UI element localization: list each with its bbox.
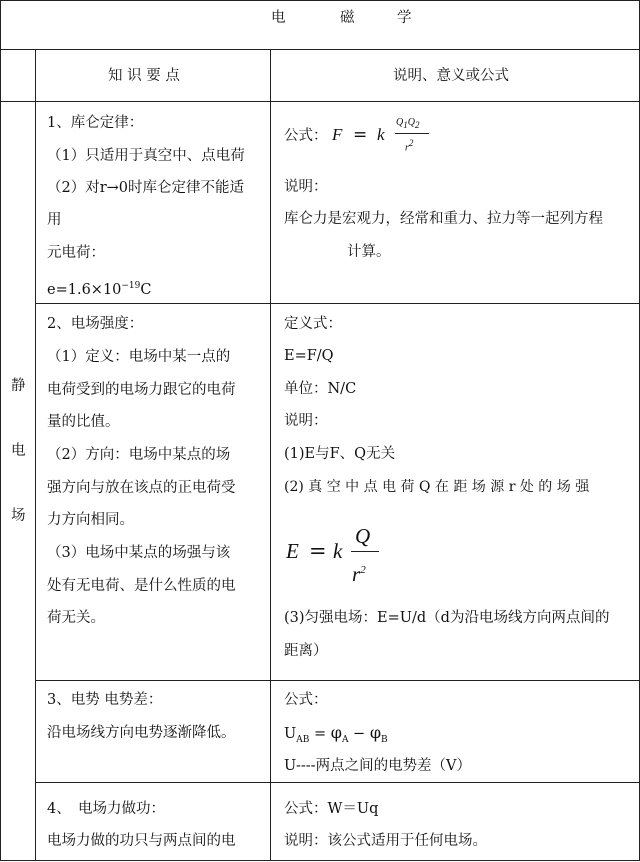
text-line: 电场力做的功只与两点间的电: [47, 833, 236, 849]
table-border-left: [0, 0, 1, 861]
text-line: (3)匀强电场：E=U/d（d为沿电场线方向两点间的: [284, 610, 610, 626]
text-line: 强方向与放在该点的正电荷受: [47, 480, 236, 496]
text-line: （1）定义：电场中某一点的: [47, 349, 231, 365]
table-rule: [35, 680, 640, 681]
text-line: 元电荷：: [47, 245, 105, 261]
section-heading: 1、库仑定律：: [47, 115, 144, 131]
text-line: （2）方向：电场中某点的场: [47, 447, 231, 463]
title-char: 磁: [340, 10, 355, 26]
formula-symbol: k: [377, 125, 385, 144]
table-border-top: [0, 0, 640, 1]
text-line: 说明：: [284, 179, 328, 195]
table-rule: [0, 101, 640, 102]
text-line: 荷无关。: [47, 610, 105, 626]
formula-symbol: F: [332, 125, 343, 144]
formula-label: 公式：: [284, 692, 328, 708]
header-col1: 知 识 要 点: [108, 68, 180, 84]
table-rule: [35, 782, 640, 783]
text-line: 计算。: [347, 244, 391, 260]
table-col-rule: [35, 49, 36, 861]
side-label-char: 场: [11, 508, 26, 524]
text-line: 力方向相同。: [47, 512, 134, 528]
text-line: 定义式：: [284, 316, 342, 332]
text-line: 说明：: [284, 413, 328, 429]
text-line: 处有无电荷、是什么性质的电: [47, 578, 236, 594]
formula-symbol: E: [286, 539, 299, 563]
fraction-bar: [395, 133, 429, 134]
text-line: (1)E与F、Q无关: [284, 446, 396, 462]
header-col2: 说明、意义或公式: [393, 68, 509, 84]
formula-denominator: $r^2$: [352, 562, 366, 586]
side-label-char: 静: [11, 378, 26, 394]
table-rule: [0, 49, 640, 50]
table-rule: [35, 303, 640, 304]
side-label-char: 电: [11, 443, 26, 459]
text-line: (2) 真 空 中 点 电 荷 Q 在 距 场 源 r 处 的 场 强: [284, 479, 590, 495]
title-char: 电: [271, 10, 286, 26]
table-border-bottom: [0, 860, 640, 861]
formula-label: 公式：: [284, 128, 328, 144]
text-line: （2）对r→0时库仑定律不能适: [47, 180, 245, 196]
text-line: 库仑力是宏观力，经常和重力、拉力等一起列方程: [284, 211, 603, 227]
text-line: （1）只适用于真空中、点电荷: [47, 148, 245, 164]
text-line: （3）电场中某点的场强与该: [47, 545, 231, 561]
text-line: 公式：W＝Uq: [284, 801, 379, 817]
potential-difference-formula: $U_{AB} = \varphi_A - \varphi_B$: [284, 723, 388, 745]
formula-denominator: $r^2$: [405, 138, 414, 154]
text-line: 用: [47, 212, 62, 228]
title-char: 学: [397, 10, 412, 26]
text-line: 电荷受到的电场力跟它的电荷: [47, 382, 236, 398]
text-line: 单位：N/C: [284, 381, 357, 397]
text-line: 量的比值。: [47, 414, 120, 430]
section-heading: 3、电势 电势差：: [47, 692, 163, 708]
fraction-bar: [351, 551, 379, 552]
text-line: E=F/Q: [284, 348, 334, 364]
text-line: U----两点之间的电势差（V）: [284, 758, 472, 774]
text-line: 说明：该公式适用于任何电场。: [284, 833, 487, 849]
section-heading: 4、 电场力做功：: [47, 801, 165, 817]
text-line: 距离）: [284, 643, 328, 659]
formula-symbol: k: [333, 539, 343, 563]
formula-symbol: =: [309, 539, 327, 563]
formula-numerator: $Q_1Q_2$: [396, 117, 420, 130]
table-col-rule: [270, 49, 271, 861]
section-heading: 2、电场强度：: [47, 316, 144, 332]
elementary-charge: $e=1.6\times 10^{-19}C$: [47, 281, 152, 298]
formula-numerator: Q: [355, 524, 371, 548]
text-line: 沿电场线方向电势逐渐降低。: [47, 725, 236, 741]
formula-symbol: =: [353, 125, 368, 145]
